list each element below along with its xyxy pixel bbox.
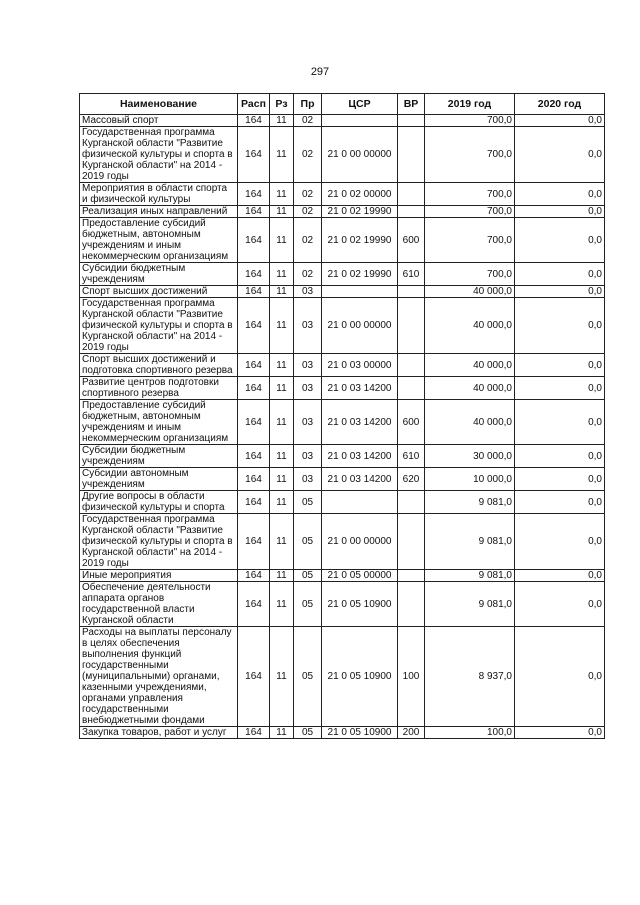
cell-vr (398, 514, 425, 570)
cell-pr: 03 (294, 286, 322, 298)
cell-rasp: 164 (238, 298, 270, 354)
table-row (80, 377, 605, 400)
table-row (80, 400, 605, 445)
cell-rasp: 164 (238, 115, 270, 127)
cell-2020: 0,0 (515, 286, 605, 298)
cell-rz: 11 (270, 206, 294, 218)
cell-rasp: 164 (238, 468, 270, 491)
header-rz: Рз (270, 94, 294, 115)
cell-name: Предоставление субсидий бюджетным, автономным учреждениям и иным некоммерческим организациям (80, 400, 238, 445)
cell-vr (398, 127, 425, 183)
cell-2019: 8 937,0 (425, 627, 515, 727)
cell-2020: 0,0 (515, 354, 605, 377)
cell-name: Реализация иных направлений (80, 206, 238, 218)
header-csr: ЦСР (322, 94, 398, 115)
cell-rz: 11 (270, 218, 294, 263)
cell-vr: 600 (398, 400, 425, 445)
cell-2019: 9 081,0 (425, 491, 515, 514)
cell-name: Мероприятия в области спорта и физической культуры (80, 183, 238, 206)
cell-2020: 0,0 (515, 400, 605, 445)
table-body (80, 115, 605, 739)
cell-name: Субсидии бюджетным учреждениям (80, 445, 238, 468)
cell-pr: 03 (294, 400, 322, 445)
cell-pr: 02 (294, 115, 322, 127)
cell-vr: 610 (398, 263, 425, 286)
cell-2020: 0,0 (515, 183, 605, 206)
cell-vr (398, 377, 425, 400)
header-2019: 2019 год (425, 94, 515, 115)
cell-csr: 21 0 02 19990 (322, 263, 398, 286)
cell-csr (322, 115, 398, 127)
cell-pr: 03 (294, 445, 322, 468)
cell-csr: 21 0 05 10900 (322, 582, 398, 627)
cell-csr: 21 0 02 19990 (322, 218, 398, 263)
cell-csr: 21 0 03 14200 (322, 445, 398, 468)
cell-2020: 0,0 (515, 491, 605, 514)
cell-vr (398, 115, 425, 127)
cell-vr (398, 491, 425, 514)
cell-name: Субсидии автономным учреждениям (80, 468, 238, 491)
budget-table (79, 93, 605, 739)
cell-rasp: 164 (238, 286, 270, 298)
cell-pr: 05 (294, 627, 322, 727)
cell-vr (398, 206, 425, 218)
cell-2020: 0,0 (515, 582, 605, 627)
cell-rasp: 164 (238, 354, 270, 377)
table-row (80, 727, 605, 739)
cell-rz: 11 (270, 298, 294, 354)
table-row (80, 183, 605, 206)
cell-csr (322, 491, 398, 514)
cell-2019: 700,0 (425, 206, 515, 218)
cell-2019: 10 000,0 (425, 468, 515, 491)
cell-2020: 0,0 (515, 627, 605, 727)
cell-pr: 03 (294, 468, 322, 491)
cell-2019: 40 000,0 (425, 377, 515, 400)
cell-rasp: 164 (238, 377, 270, 400)
cell-2019: 700,0 (425, 263, 515, 286)
header-rasp: Расп (238, 94, 270, 115)
cell-rz: 11 (270, 377, 294, 400)
cell-name: Закупка товаров, работ и услуг (80, 727, 238, 739)
cell-2020: 0,0 (515, 727, 605, 739)
cell-vr: 200 (398, 727, 425, 739)
table-row (80, 286, 605, 298)
cell-rasp: 164 (238, 445, 270, 468)
cell-rz: 11 (270, 183, 294, 206)
cell-name: Государственная программа Курганской области "Развитие физической культуры и спорта в Курганской области" на 2014 - 2019 годы (80, 514, 238, 570)
cell-pr: 02 (294, 206, 322, 218)
cell-csr: 21 0 05 10900 (322, 627, 398, 727)
cell-2019: 40 000,0 (425, 298, 515, 354)
cell-2019: 9 081,0 (425, 582, 515, 627)
cell-vr: 610 (398, 445, 425, 468)
cell-rasp: 164 (238, 400, 270, 445)
cell-2019: 700,0 (425, 218, 515, 263)
cell-rasp: 164 (238, 263, 270, 286)
cell-vr (398, 570, 425, 582)
cell-name: Другие вопросы в области физической культуры и спорта (80, 491, 238, 514)
cell-csr (322, 286, 398, 298)
cell-rz: 11 (270, 263, 294, 286)
cell-rasp: 164 (238, 491, 270, 514)
cell-2019: 40 000,0 (425, 354, 515, 377)
cell-vr: 600 (398, 218, 425, 263)
cell-csr: 21 0 03 14200 (322, 377, 398, 400)
cell-pr: 05 (294, 514, 322, 570)
cell-2019: 9 081,0 (425, 570, 515, 582)
table-row (80, 298, 605, 354)
cell-pr: 05 (294, 491, 322, 514)
cell-csr: 21 0 03 14200 (322, 468, 398, 491)
cell-name: Предоставление субсидий бюджетным, автономным учреждениям и иным некоммерческим организациям (80, 218, 238, 263)
cell-rasp: 164 (238, 127, 270, 183)
cell-2020: 0,0 (515, 298, 605, 354)
cell-rasp: 164 (238, 183, 270, 206)
cell-name: Расходы на выплаты персоналу в целях обеспечения выполнения функций государственными (муниципальными) органами, казенными учреждениями, органами управления государственными внебюджетными фондами (80, 627, 238, 727)
cell-rz: 11 (270, 727, 294, 739)
cell-csr: 21 0 00 00000 (322, 127, 398, 183)
cell-csr: 21 0 05 00000 (322, 570, 398, 582)
cell-2020: 0,0 (515, 263, 605, 286)
table-row (80, 582, 605, 627)
cell-2020: 0,0 (515, 115, 605, 127)
cell-csr: 21 0 00 00000 (322, 514, 398, 570)
cell-vr: 100 (398, 627, 425, 727)
cell-vr (398, 298, 425, 354)
cell-vr (398, 354, 425, 377)
cell-csr: 21 0 02 19990 (322, 206, 398, 218)
table-row (80, 263, 605, 286)
cell-name: Обеспечение деятельности аппарата органов государственной власти Курганской области (80, 582, 238, 627)
cell-2020: 0,0 (515, 127, 605, 183)
table-row (80, 127, 605, 183)
cell-2019: 700,0 (425, 183, 515, 206)
cell-vr (398, 582, 425, 627)
cell-csr: 21 0 02 00000 (322, 183, 398, 206)
cell-pr: 02 (294, 127, 322, 183)
table-row (80, 627, 605, 727)
cell-2019: 30 000,0 (425, 445, 515, 468)
table-row (80, 445, 605, 468)
cell-pr: 02 (294, 183, 322, 206)
cell-vr (398, 183, 425, 206)
cell-2020: 0,0 (515, 514, 605, 570)
table-header-row (80, 94, 605, 115)
cell-pr: 03 (294, 354, 322, 377)
cell-vr: 620 (398, 468, 425, 491)
cell-rz: 11 (270, 115, 294, 127)
cell-2019: 100,0 (425, 727, 515, 739)
cell-2020: 0,0 (515, 377, 605, 400)
cell-rasp: 164 (238, 727, 270, 739)
table-row (80, 570, 605, 582)
cell-rasp: 164 (238, 627, 270, 727)
cell-rz: 11 (270, 400, 294, 445)
header-2020: 2020 год (515, 94, 605, 115)
header-vr: ВР (398, 94, 425, 115)
header-name: Наименование (80, 94, 238, 115)
cell-rasp: 164 (238, 582, 270, 627)
cell-2019: 700,0 (425, 127, 515, 183)
cell-2019: 9 081,0 (425, 514, 515, 570)
table-row (80, 514, 605, 570)
cell-rasp: 164 (238, 570, 270, 582)
cell-pr: 05 (294, 727, 322, 739)
cell-name: Спорт высших достижений (80, 286, 238, 298)
cell-rasp: 164 (238, 218, 270, 263)
cell-2020: 0,0 (515, 570, 605, 582)
cell-csr: 21 0 00 00000 (322, 298, 398, 354)
cell-rasp: 164 (238, 514, 270, 570)
cell-rz: 11 (270, 468, 294, 491)
cell-pr: 03 (294, 377, 322, 400)
cell-vr (398, 286, 425, 298)
table-row (80, 206, 605, 218)
cell-name: Иные мероприятия (80, 570, 238, 582)
cell-2020: 0,0 (515, 445, 605, 468)
cell-name: Государственная программа Курганской области "Развитие физической культуры и спорта в Курганской области" на 2014 - 2019 годы (80, 127, 238, 183)
cell-csr: 21 0 03 00000 (322, 354, 398, 377)
cell-2019: 700,0 (425, 115, 515, 127)
cell-2019: 40 000,0 (425, 286, 515, 298)
cell-pr: 02 (294, 263, 322, 286)
cell-pr: 05 (294, 582, 322, 627)
cell-pr: 02 (294, 218, 322, 263)
page-number: 297 (310, 66, 330, 78)
table-row (80, 468, 605, 491)
cell-rz: 11 (270, 127, 294, 183)
cell-csr: 21 0 05 10900 (322, 727, 398, 739)
cell-2019: 40 000,0 (425, 400, 515, 445)
cell-csr: 21 0 03 14200 (322, 400, 398, 445)
cell-name: Государственная программа Курганской области "Развитие физической культуры и спорта в Курганской области" на 2014 - 2019 годы (80, 298, 238, 354)
cell-name: Развитие центров подготовки спортивного резерва (80, 377, 238, 400)
cell-rz: 11 (270, 354, 294, 377)
cell-name: Субсидии бюджетным учреждениям (80, 263, 238, 286)
cell-rz: 11 (270, 570, 294, 582)
table-row (80, 115, 605, 127)
cell-2020: 0,0 (515, 468, 605, 491)
cell-name: Спорт высших достижений и подготовка спортивного резерва (80, 354, 238, 377)
cell-2020: 0,0 (515, 206, 605, 218)
cell-rz: 11 (270, 286, 294, 298)
cell-pr: 05 (294, 570, 322, 582)
table-row (80, 491, 605, 514)
cell-rz: 11 (270, 491, 294, 514)
cell-2020: 0,0 (515, 218, 605, 263)
cell-pr: 03 (294, 298, 322, 354)
cell-rz: 11 (270, 627, 294, 727)
cell-rz: 11 (270, 582, 294, 627)
cell-rz: 11 (270, 514, 294, 570)
cell-rasp: 164 (238, 206, 270, 218)
cell-name: Массовый спорт (80, 115, 238, 127)
cell-rz: 11 (270, 445, 294, 468)
table-row (80, 354, 605, 377)
table-row (80, 218, 605, 263)
header-pr: Пр (294, 94, 322, 115)
